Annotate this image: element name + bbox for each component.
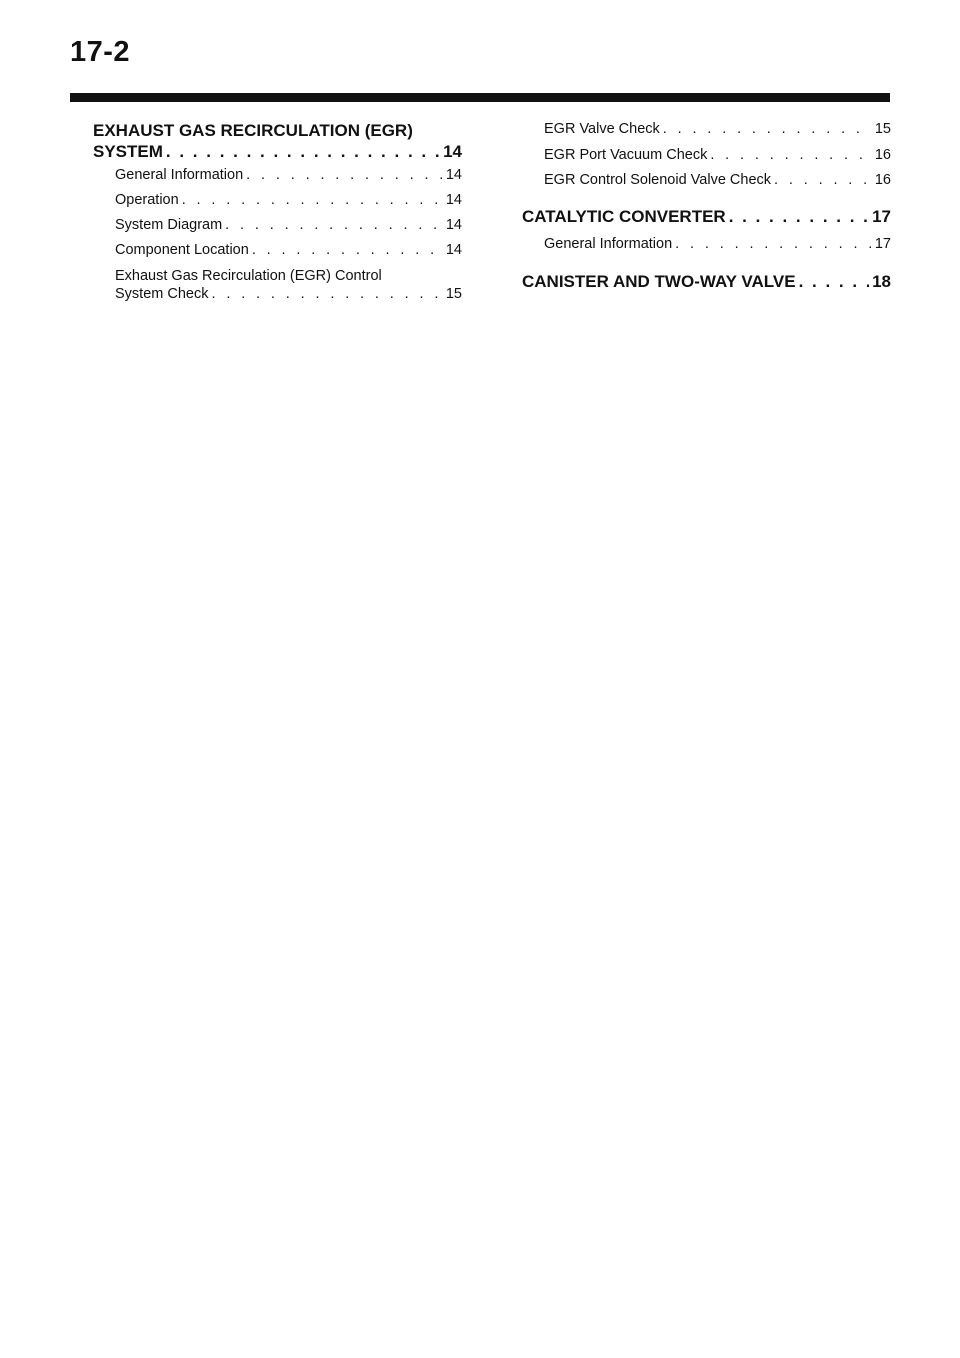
dot-leader: [774, 172, 872, 188]
page-ref: 14: [445, 167, 462, 183]
page-number: 17-2: [70, 36, 131, 68]
toc-entry[interactable]: [115, 217, 462, 233]
toc-entry[interactable]: [544, 121, 891, 137]
toc-entry[interactable]: [544, 236, 891, 252]
page-ref: 15: [445, 286, 462, 302]
page-ref: 16: [874, 147, 891, 163]
toc-entry[interactable]: [115, 242, 462, 258]
page-ref: 17: [874, 236, 891, 252]
toc-entry-title: System Diagram: [115, 217, 223, 233]
toc-entry-title: EGR Port Vacuum Check: [544, 147, 708, 163]
toc-section-egr[interactable]: [93, 142, 462, 162]
dot-leader: [729, 207, 869, 227]
dot-leader: [246, 167, 443, 183]
header-rule: [70, 93, 890, 102]
dot-leader: [710, 147, 872, 163]
toc-entry-egr-check[interactable]: [115, 286, 462, 302]
dot-leader: [211, 286, 442, 302]
dot-leader: [799, 272, 869, 292]
dot-leader: [675, 236, 872, 252]
page-ref: 14: [445, 217, 462, 233]
section-title-egr-line2: SYSTEM: [93, 142, 163, 161]
toc-entry[interactable]: [544, 172, 891, 188]
section-title-catalytic: CATALYTIC CONVERTER: [522, 207, 726, 226]
page-ref: 14: [445, 192, 462, 208]
toc-section-canister[interactable]: [522, 272, 891, 292]
toc-section-catalytic[interactable]: [522, 207, 891, 227]
toc-entry[interactable]: [544, 147, 891, 163]
dot-leader: [182, 192, 443, 208]
toc-entry-title: General Information: [544, 236, 673, 252]
toc-entry-title: General Information: [115, 167, 244, 183]
toc-entry-title: EGR Control Solenoid Valve Check: [544, 172, 772, 188]
section-title-egr-line1: EXHAUST GAS RECIRCULATION (EGR): [93, 121, 413, 140]
page-ref: 14: [443, 142, 462, 161]
toc-entry-title: Operation: [115, 192, 179, 208]
toc-entry-title-egr-check-line1: Exhaust Gas Recirculation (EGR) Control: [115, 268, 382, 284]
dot-leader: [252, 242, 443, 258]
dot-leader: [225, 217, 443, 233]
section-title-canister: CANISTER AND TWO-WAY VALVE: [522, 272, 796, 291]
toc-entry-title-egr-check-line2: System Check: [115, 286, 209, 302]
dot-leader: [663, 121, 872, 137]
page-ref: 18: [872, 272, 891, 291]
toc-entry-title: Component Location: [115, 242, 249, 258]
page-ref: 16: [874, 172, 891, 188]
dot-leader: [166, 142, 440, 162]
page-ref: 14: [445, 242, 462, 258]
page-ref: 15: [874, 121, 891, 137]
page-ref: 17: [872, 207, 891, 226]
toc-entry[interactable]: [115, 192, 462, 208]
toc-entry-title: EGR Valve Check: [544, 121, 660, 137]
toc-entry[interactable]: [115, 167, 462, 183]
